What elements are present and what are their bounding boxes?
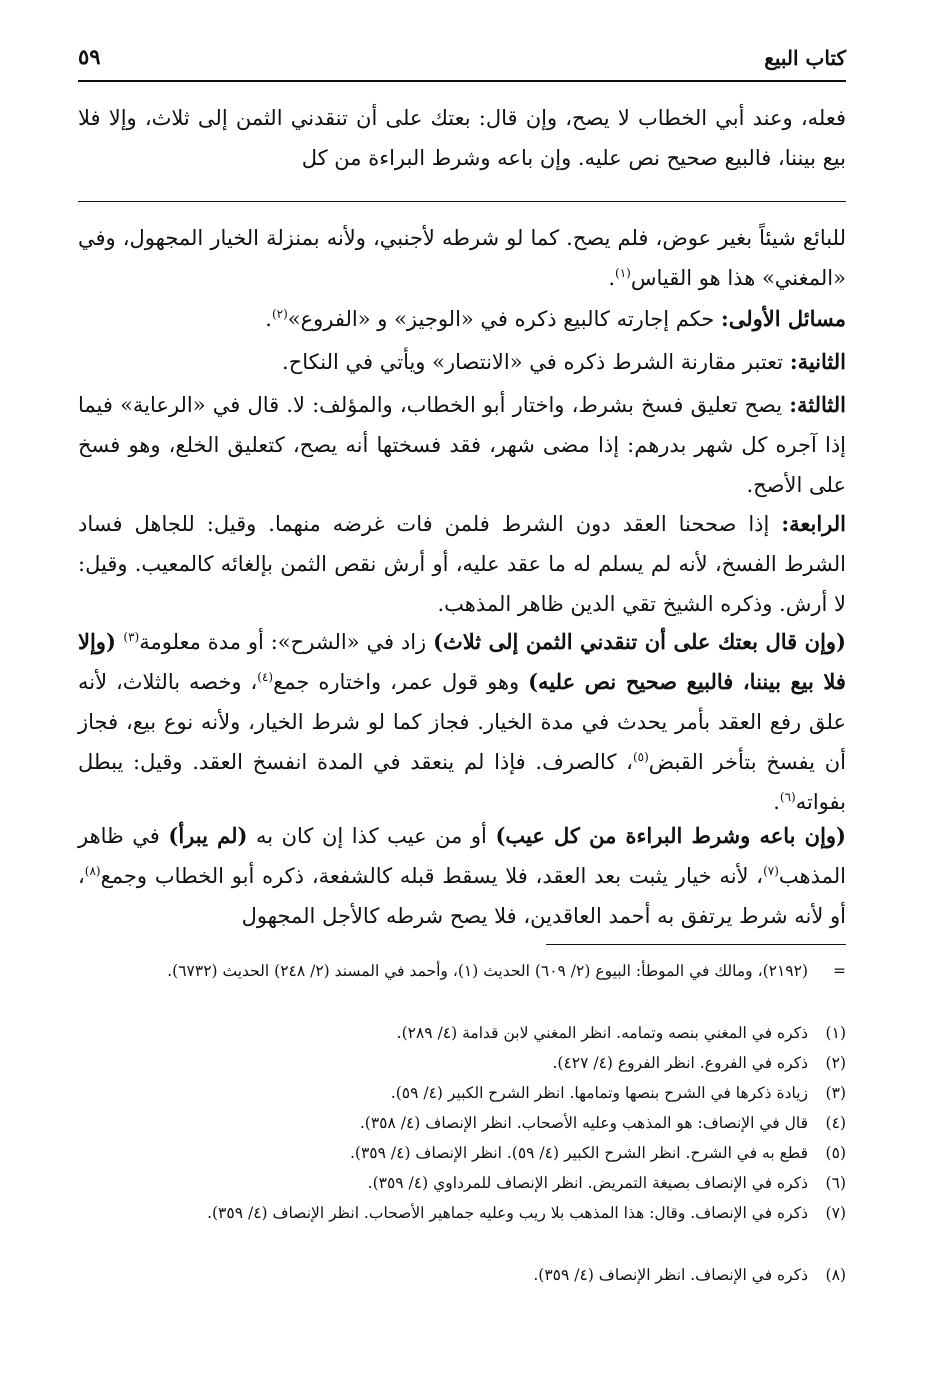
footnote-mark: (٣)	[825, 1084, 846, 1102]
footnote-text: ذكره في الإنصاف بصيغة التمريض. انظر الإنصاف للمرداوي (٤/ ٣٥٩).	[367, 1174, 808, 1192]
chapter-title: كتاب البيع	[764, 46, 846, 70]
footnote	[78, 958, 846, 985]
sharh-text: ، وخصه بالثلاث، لأنه علق رفع العقد بأمر يحدث في مدة الخيار. فجاز كما لو شرط الخيار، ولأنه نوع بيع، فجاز أن يفسخ بتأخر القبض	[78, 670, 846, 774]
quoted-matn: (وإن قال بعتك على أن تنقدني الثمن إلى ثلاث)	[433, 629, 846, 654]
sharh-text: ، كالصرف. فإذا لم ينعقد في المدة انفسخ العقد. وقيل: يبطل بفواته	[78, 750, 846, 814]
sharh-text: للبائع شيئاً بغير عوض، فلم يصح. كما لو شرطه لأجنبي، ولأنه بمنزلة الخيار المجهول، وفي «المغني» هذا هو القياس	[78, 226, 846, 290]
footnote-text: ذكره في الفروع. انظر الفروع (٤/ ٤٢٧).	[552, 1054, 808, 1072]
sharh-paragraph-2	[78, 299, 846, 339]
issue-heading: الرابعة:	[781, 511, 846, 536]
punctuation: .	[265, 307, 272, 331]
footnote-ref[interactable]: (٥)	[632, 750, 649, 764]
footnote-mark: (٢)	[825, 1054, 846, 1072]
footnote	[78, 1020, 846, 1047]
sharh-text: وهو قول عمر، واختاره جمع	[273, 670, 529, 694]
sharh-text: أو من عيب كذا إن كان به	[247, 824, 496, 848]
footnote-ref[interactable]: (٦)	[779, 790, 796, 804]
footnote-text: (٢١٩٢)، ومالك في الموطأ: البيوع (٢/ ٦٠٩) الحديث (١)، وأحمد في المسند (٢/ ٢٤٨) الحديث (٦٧٣٢).	[167, 962, 808, 980]
issue-heading: الثانية:	[789, 349, 846, 374]
issue-heading: مسائل الأولى:	[720, 306, 846, 331]
sharh-text: تعتبر مقارنة الشرط ذكره في «الانتصار» ويأتي في النكاح.	[282, 350, 790, 374]
running-header	[78, 40, 846, 82]
sharh-paragraph-5	[78, 504, 846, 624]
footnote-ref[interactable]: (٢)	[271, 307, 288, 321]
footnote-mark: =	[833, 962, 846, 980]
footnote-text: ذكره في المغني بنصه وتمامه. انظر المغني لابن قدامة (٤/ ٢٨٩).	[396, 1024, 808, 1042]
footnote-mark: (٤)	[825, 1114, 846, 1132]
footnote-text: زيادة ذكرها في الشرح بنصها وتمامها. انظر الشرح الكبير (٤/ ٥٩).	[390, 1084, 808, 1102]
quoted-matn: (وإن باعه وشرط البراءة من كل عيب)	[495, 823, 846, 848]
sharh-text: ، لأنه خيار يثبت بعد العقد، فلا يسقط قبله كالشفعة، ذكره أبو الخطاب وجمع	[100, 864, 764, 888]
footnote-text: ذكره في الإنصاف. انظر الإنصاف (٤/ ٣٥٩).	[533, 1266, 808, 1284]
footnote-ref[interactable]: (١)	[615, 266, 631, 280]
footnote	[78, 1200, 846, 1227]
sharh-paragraph-7	[78, 816, 846, 936]
footnote-mark: (٦)	[825, 1174, 846, 1192]
footnote-mark: (١)	[825, 1024, 846, 1042]
sharh-paragraph-6	[78, 622, 846, 822]
footnote	[78, 1080, 846, 1107]
footnote-separator	[546, 944, 846, 945]
footnote	[78, 1170, 846, 1197]
issue-heading: الثالثة:	[789, 392, 846, 417]
footnote	[78, 1262, 846, 1289]
footnote-text: قال في الإنصاف: هو المذهب وعليه الأصحاب. انظر الإنصاف (٤/ ٣٥٨).	[359, 1114, 808, 1132]
sharh-text: في ظاهر المذهب	[78, 824, 846, 888]
sharh-paragraph-4	[78, 385, 846, 505]
sharh-text: زاد في «الشرح»: أو مدة معلومة	[139, 630, 434, 654]
footnote-mark: (٧)	[825, 1204, 846, 1222]
footnote-text: ذكره في الإنصاف. وقال: هذا المذهب بلا ريب وعليه جماهير الأصحاب. انظر الإنصاف (٤/ ٣٥٩).	[207, 1204, 808, 1222]
quoted-matn: (لم يبرأ)	[168, 823, 248, 848]
punctuation: .	[608, 266, 616, 290]
footnote-text: قطع به في الشرح. انظر الشرح الكبير (٤/ ٥٩). انظر الإنصاف (٤/ ٣٥٩).	[350, 1144, 808, 1162]
sharh-paragraph-1	[78, 218, 846, 298]
footnote	[78, 1050, 846, 1077]
footnote	[78, 1140, 846, 1167]
footnote-mark: (٥)	[825, 1144, 846, 1162]
footnote-mark: (٨)	[825, 1266, 846, 1284]
sharh-text: حكم إجارته كالبيع ذكره في «الوجيز» و «الفروع»	[287, 307, 721, 331]
sharh-text: يصح تعليق فسخ بشرط، واختار أبو الخطاب، والمؤلف: لا. قال في «الرعاية» فيما إذا آجره كل شهر بدرهم: إذا مضى شهر، فقد فسختها أنه يصح، كتعليق الخلع، وهو فسخ على الأصح.	[78, 393, 846, 497]
footnote	[78, 1110, 846, 1137]
sharh-text: ، أو لأنه شرط يرتفق به أحمد العاقدين، فلا يصح شرطه كالأجل المجهول	[78, 864, 846, 928]
quoted-matn: (وإلا فلا بيع بيننا، فالبيع صحيح نص عليه)	[78, 629, 846, 694]
matn-text: فعله، وعند أبي الخطاب لا يصح، وإن قال: بعتك على أن تنقدني الثمن إلى ثلاث، وإلا فلا بيع بيننا، فالبيع صحيح نص عليه. وإن باعه وشرط البراءة من كل	[78, 106, 846, 170]
footnote-ref[interactable]: (٤)	[257, 670, 274, 684]
footnote-ref[interactable]: (٣)	[123, 630, 140, 644]
matn-separator	[78, 201, 846, 202]
punctuation: .	[773, 790, 780, 814]
page-number: ٥٩	[78, 44, 101, 69]
footnote-ref[interactable]: (٧)	[763, 864, 779, 878]
sharh-paragraph-3	[78, 342, 846, 382]
book-page	[78, 40, 846, 1340]
footnote-ref[interactable]: (٨)	[84, 864, 101, 878]
sharh-text: إذا صححنا العقد دون الشرط فلمن فات غرضه منهما. وقيل: للجاهل فساد الشرط الفسخ، لأنه لم يسلم له ما عقد عليه، أو أرش نقص الثمن بإلغائه كالمعيب. وقيل: لا أرش. وذكره الشيخ تقي الدين ظاهر المذهب.	[78, 512, 846, 616]
